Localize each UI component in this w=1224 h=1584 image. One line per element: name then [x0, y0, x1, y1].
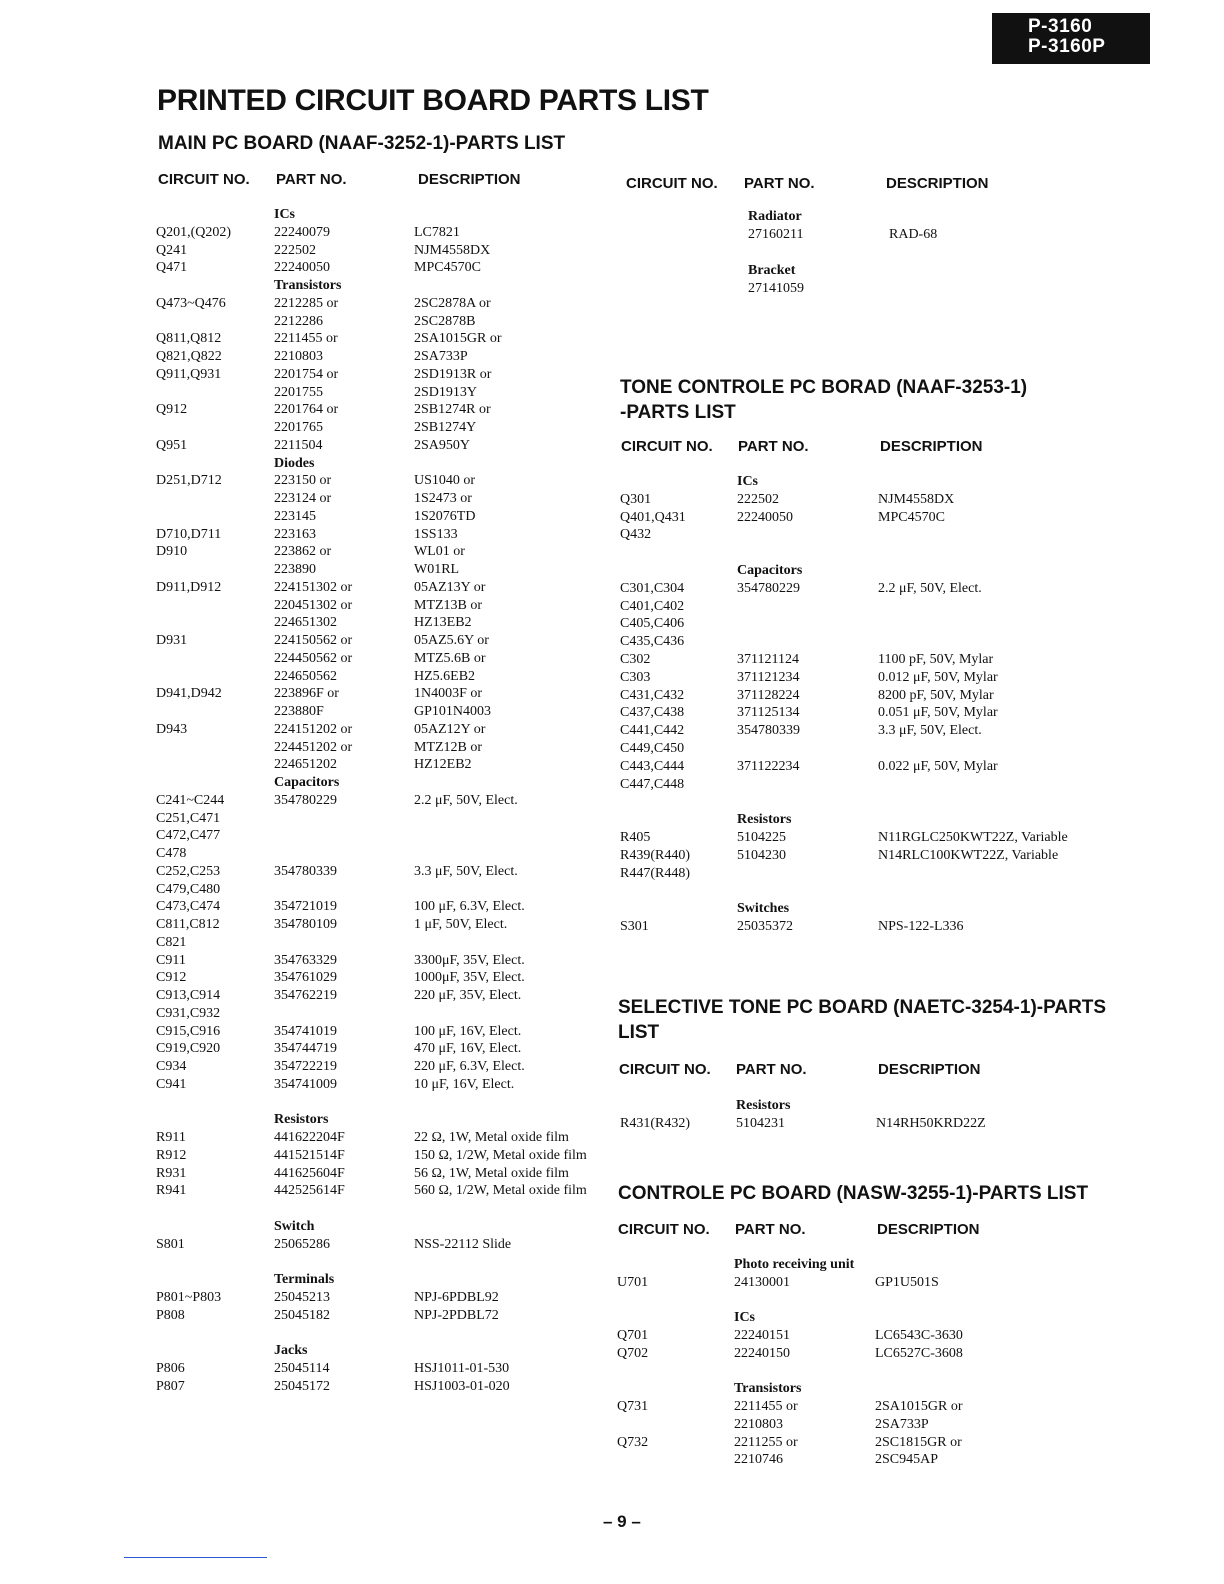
group-heading: Switch	[274, 1218, 315, 1234]
description-cell: 2SD1913R or	[414, 366, 492, 382]
part-no-cell: 224151202 or	[274, 721, 353, 737]
part-no-cell: 2212285 or	[274, 295, 339, 311]
circuit-no-cell: R431(R432)	[620, 1116, 690, 1131]
part-no-cell: 24130001	[734, 1274, 790, 1290]
part-no-cell: 354780229	[274, 792, 337, 808]
footer-rule	[124, 1557, 267, 1558]
group-heading: Terminals	[274, 1272, 335, 1287]
description-cell: 2SA950Y	[414, 437, 471, 453]
circuit-no-cell: Q731	[617, 1399, 649, 1414]
circuit-no-cell: C919,C920	[156, 1041, 221, 1057]
description-cell: 0.022 μF, 50V, Mylar	[878, 758, 998, 774]
description-cell: N14RH50KRD22Z	[876, 1116, 986, 1131]
part-no-cell: 224650562	[274, 668, 337, 684]
description-cell: 470 μF, 16V, Elect.	[414, 1041, 522, 1057]
description-cell: 05AZ12Y or	[414, 721, 486, 737]
part-no-cell: 222502	[274, 242, 316, 258]
description-cell: 56 Ω, 1W, Metal oxide film	[414, 1165, 569, 1181]
part-no-cell: 224450562 or	[274, 650, 353, 666]
description-cell: 0.012 μF, 50V, Mylar	[878, 669, 998, 685]
description-cell: LC6527C-3608	[875, 1345, 963, 1361]
circuit-no-cell: C435,C436	[620, 634, 685, 650]
tone-board-title-line-1: TONE CONTROLE PC BORAD (NAAF-3253-1)	[620, 377, 1028, 398]
part-no-cell: 224651302	[274, 615, 337, 631]
circuit-no-cell: P801~P803	[156, 1289, 222, 1305]
part-no-cell: 223896F or	[274, 686, 339, 702]
description-cell: 10 μF, 16V, Elect.	[414, 1076, 515, 1092]
description-cell: N11RGLC250KWT22Z, Variable	[878, 830, 1068, 845]
part-no-cell: 371125134	[737, 705, 800, 721]
description-cell: 2SC945AP	[875, 1452, 939, 1468]
description-cell: W01RL	[414, 562, 460, 577]
description-cell: 2SB1274Y	[414, 420, 477, 435]
part-no-cell: 2211455 or	[274, 331, 338, 347]
description-cell: 2.2 μF, 50V, Elect.	[414, 792, 518, 808]
part-no-cell: 2211455 or	[734, 1399, 798, 1414]
description-cell: 2SA1015GR or	[875, 1399, 963, 1414]
selective-col-part: PART NO.	[736, 1061, 807, 1078]
circuit-no-cell: R931	[156, 1165, 187, 1181]
circuit-no-cell: C472,C477	[156, 828, 221, 844]
description-cell: 0.051 μF, 50V, Mylar	[878, 705, 998, 721]
group-heading: ICs	[734, 1310, 756, 1326]
description-cell: 100 μF, 6.3V, Elect.	[414, 899, 525, 915]
group-heading: Resistors	[274, 1112, 329, 1128]
circuit-no-cell: C405,C406	[620, 616, 685, 632]
part-no-cell: 354741019	[274, 1023, 337, 1039]
circuit-no-cell: C821	[156, 934, 187, 950]
circuit-no-cell: P808	[156, 1307, 185, 1323]
part-no-cell: 442525614F	[274, 1183, 345, 1199]
part-no-cell: 2210803	[274, 349, 323, 364]
part-no-cell: 2210803	[734, 1416, 783, 1432]
description-cell: 2SC2878A or	[414, 295, 491, 311]
group-heading: Transistors	[274, 278, 342, 293]
part-no-cell: 25045182	[274, 1307, 330, 1323]
description-cell: 2SA733P	[414, 349, 468, 364]
part-no-cell: 22240050	[737, 509, 793, 525]
circuit-no-cell: C401,C402	[620, 598, 685, 614]
model-line-1: P-3160	[1028, 16, 1093, 37]
circuit-no-cell: C443,C444	[620, 758, 685, 774]
description-cell: 220 μF, 6.3V, Elect.	[414, 1059, 525, 1074]
controle-board-title: CONTROLE PC BOARD (NASW-3255-1)-PARTS LIST	[618, 1183, 1089, 1204]
controle-col-desc: DESCRIPTION	[877, 1221, 980, 1238]
description-cell: 3.3 μF, 50V, Elect.	[878, 723, 982, 739]
description-cell: 2SC1815GR or	[875, 1434, 962, 1450]
circuit-no-cell: R439(R440)	[620, 847, 690, 863]
circuit-no-cell: C241~C244	[156, 792, 225, 808]
main-board-title: MAIN PC BOARD (NAAF-3252-1)-PARTS LIST	[158, 133, 566, 154]
description-cell: 2SD1913Y	[414, 384, 478, 400]
selective-col-circuit: CIRCUIT NO.	[619, 1061, 711, 1078]
part-no-cell: 2211504	[274, 437, 323, 453]
part-no-cell: 354744719	[274, 1041, 337, 1057]
circuit-no-cell: S301	[620, 919, 649, 934]
part-no-cell: 223124 or	[274, 491, 332, 506]
circuit-no-cell: Q732	[617, 1434, 649, 1450]
part-no-cell: 2201755	[274, 384, 323, 400]
group-heading: Capacitors	[274, 775, 340, 790]
part-no-cell: 22240150	[734, 1345, 790, 1361]
circuit-no-cell: C252,C253	[156, 863, 221, 879]
main-col-desc: DESCRIPTION	[418, 171, 521, 188]
controle-col-circuit: CIRCUIT NO.	[618, 1221, 710, 1238]
part-no-cell: 354763329	[274, 952, 337, 968]
part-no-cell: 2201764 or	[274, 402, 339, 418]
part-no-cell: 354780339	[737, 723, 800, 739]
circuit-no-cell: C441,C442	[620, 723, 685, 739]
circuit-no-cell: Q702	[617, 1345, 649, 1361]
description-cell: 1S2076TD	[414, 508, 476, 524]
right-col-circuit: CIRCUIT NO.	[626, 175, 718, 192]
part-no-cell: 371121234	[737, 669, 800, 685]
part-no-cell: 25045213	[274, 1289, 330, 1305]
description-cell: 1SS133	[414, 526, 458, 542]
circuit-no-cell: C449,C450	[620, 741, 685, 756]
group-heading: Transistors	[734, 1381, 802, 1397]
description-cell: 2SA1015GR or	[414, 331, 502, 347]
circuit-no-cell: Q301	[620, 491, 652, 507]
circuit-no-cell: S801	[156, 1236, 185, 1252]
description-cell: HZ12EB2	[414, 757, 472, 773]
part-no-cell: 223890	[274, 562, 316, 577]
part-no-cell: 22240050	[274, 260, 330, 276]
circuit-no-cell: Q912	[156, 402, 188, 418]
part-no-cell: 441622204F	[274, 1130, 345, 1145]
circuit-no-cell: C913,C914	[156, 988, 221, 1003]
description-cell: MTZ12B or	[414, 739, 483, 755]
description-cell: 1S2473 or	[414, 491, 472, 506]
description-cell: NPJ-2PDBL72	[414, 1307, 499, 1323]
description-cell: MTZ5.6B or	[414, 650, 486, 666]
circuit-no-cell: C301,C304	[620, 580, 685, 596]
part-no-cell: 2211255 or	[734, 1434, 798, 1450]
circuit-no-cell: C251,C471	[156, 810, 221, 826]
circuit-no-cell: Q821,Q822	[156, 349, 222, 364]
description-cell: MPC4570C	[414, 260, 481, 276]
part-no-cell: 2201765	[274, 420, 323, 435]
part-no-cell: 2212286	[274, 313, 323, 329]
circuit-no-cell: C941	[156, 1076, 187, 1092]
main-col-circuit: CIRCUIT NO.	[158, 171, 250, 188]
description-cell: LC6543C-3630	[875, 1328, 963, 1343]
circuit-no-cell: D931	[156, 633, 188, 648]
main-col-part: PART NO.	[276, 171, 347, 188]
description-cell: RAD-68	[889, 226, 938, 242]
part-no-cell: 354761029	[274, 970, 337, 986]
part-no-cell: 224150562 or	[274, 633, 353, 648]
part-no-cell: 22240079	[274, 224, 330, 240]
circuit-no-cell: P806	[156, 1360, 185, 1376]
part-no-cell: 224151302 or	[274, 579, 353, 595]
circuit-no-cell: D910	[156, 544, 188, 560]
right-col-desc: DESCRIPTION	[886, 175, 989, 192]
circuit-no-cell: C811,C812	[156, 917, 220, 932]
circuit-no-cell: C931,C932	[156, 1005, 221, 1021]
group-heading: ICs	[737, 474, 759, 489]
circuit-no-cell: D943	[156, 721, 188, 737]
circuit-no-cell: Q951	[156, 437, 188, 453]
part-no-cell: 25045172	[274, 1378, 330, 1394]
part-no-cell: 25035372	[737, 919, 793, 934]
circuit-no-cell: Q241	[156, 242, 188, 258]
part-no-cell: 223880F	[274, 704, 324, 719]
description-cell: HZ13EB2	[414, 615, 472, 631]
circuit-no-cell: U701	[617, 1274, 649, 1290]
part-no-cell: 223145	[274, 508, 316, 524]
circuit-no-cell: P807	[156, 1378, 185, 1394]
description-cell: GP1U501S	[875, 1274, 939, 1290]
circuit-no-cell: R405	[620, 830, 651, 845]
group-heading: Capacitors	[737, 563, 803, 578]
controle-col-part: PART NO.	[735, 1221, 806, 1238]
circuit-no-cell: R912	[156, 1147, 187, 1163]
model-badge	[992, 13, 1150, 64]
circuit-no-cell: Q471	[156, 260, 188, 276]
circuit-no-cell: C302	[620, 652, 651, 667]
circuit-no-cell: D251,D712	[156, 473, 222, 489]
part-no-cell: 222502	[737, 491, 779, 507]
description-cell: 3300μF, 35V, Elect.	[414, 952, 525, 968]
description-cell: 3.3 μF, 50V, Elect.	[414, 863, 518, 879]
description-cell: LC7821	[414, 224, 460, 240]
group-heading: Bracket	[748, 262, 796, 278]
description-cell: 1000μF, 35V, Elect.	[414, 970, 525, 986]
description-cell: 100 μF, 16V, Elect.	[414, 1023, 522, 1039]
circuit-no-cell: C934	[156, 1059, 187, 1074]
right-col-part: PART NO.	[744, 175, 815, 192]
part-no-cell: 22240151	[734, 1328, 790, 1343]
circuit-no-cell: Q911,Q931	[156, 366, 222, 382]
part-no-cell: 27160211	[748, 226, 804, 242]
part-no-cell: 223150 or	[274, 473, 332, 489]
part-no-cell: 220451302 or	[274, 597, 353, 613]
description-cell: 150 Ω, 1/2W, Metal oxide film	[414, 1147, 587, 1163]
circuit-no-cell: D941,D942	[156, 686, 222, 702]
circuit-no-cell: R447(R448)	[620, 865, 690, 881]
page-title: PRINTED CIRCUIT BOARD PARTS LIST	[157, 84, 709, 117]
page-number: – 9 –	[603, 1512, 641, 1531]
circuit-no-cell: C911	[156, 952, 186, 968]
circuit-no-cell: D911,D912	[156, 579, 222, 595]
group-heading: Radiator	[748, 209, 802, 224]
part-no-cell: 224451202 or	[274, 739, 353, 755]
circuit-no-cell: D710,D711	[156, 526, 222, 542]
part-no-cell: 354722219	[274, 1059, 337, 1074]
part-no-cell: 354780339	[274, 863, 337, 879]
description-cell: N14RLC100KWT22Z, Variable	[878, 847, 1059, 863]
group-heading: Switches	[737, 901, 790, 917]
tone-col-circuit: CIRCUIT NO.	[621, 438, 713, 455]
part-no-cell: 441625604F	[274, 1165, 345, 1181]
description-cell: 8200 pF, 50V, Mylar	[878, 687, 994, 703]
description-cell: NPJ-6PDBL92	[414, 1289, 499, 1305]
circuit-no-cell: C431,C432	[620, 687, 685, 703]
group-heading: ICs	[274, 207, 296, 222]
description-cell: US1040 or	[414, 473, 476, 489]
description-cell: 2.2 μF, 50V, Elect.	[878, 580, 982, 596]
part-no-cell: 2210746	[734, 1452, 783, 1468]
part-no-cell: 223862 or	[274, 544, 332, 560]
description-cell: NPS-122-L336	[878, 919, 964, 934]
description-cell: MTZ13B or	[414, 597, 483, 613]
selective-col-desc: DESCRIPTION	[878, 1061, 981, 1078]
part-no-cell: 354721019	[274, 899, 337, 915]
circuit-no-cell: C915,C916	[156, 1023, 221, 1039]
circuit-no-cell: C479,C480	[156, 881, 221, 897]
model-line-2: P-3160P	[1028, 36, 1106, 57]
part-no-cell: 371128224	[737, 687, 800, 703]
description-cell: 05AZ5.6Y or	[414, 633, 489, 648]
circuit-no-cell: Q201,(Q202)	[156, 224, 232, 240]
group-heading: Diodes	[274, 455, 315, 471]
description-cell: MPC4570C	[878, 509, 945, 525]
description-cell: HSJ1003-01-020	[414, 1378, 510, 1394]
description-cell: WL01 or	[414, 544, 465, 560]
description-cell: HSJ1011-01-530	[414, 1360, 510, 1376]
circuit-no-cell: R941	[156, 1183, 187, 1199]
circuit-no-cell: Q401,Q431	[620, 509, 686, 525]
part-no-cell: 371122234	[737, 758, 800, 774]
part-no-cell: 25045114	[274, 1360, 330, 1376]
part-no-cell: 224651202	[274, 757, 337, 773]
circuit-no-cell: Q811,Q812	[156, 331, 222, 347]
part-no-cell: 2201754 or	[274, 366, 339, 382]
circuit-no-cell: C303	[620, 669, 651, 685]
description-cell: 1100 pF, 50V, Mylar	[878, 652, 994, 667]
part-no-cell: 354741009	[274, 1076, 337, 1092]
part-no-cell: 441521514F	[274, 1147, 345, 1163]
tone-board-title-line-2: -PARTS LIST	[620, 402, 736, 423]
description-cell: 2SB1274R or	[414, 402, 491, 418]
description-cell: 2SA733P	[875, 1416, 929, 1432]
description-cell: HZ5.6EB2	[414, 668, 476, 684]
description-cell: GP101N4003	[414, 704, 492, 719]
description-cell: 2SC2878B	[414, 313, 476, 329]
circuit-no-cell: R911	[156, 1130, 186, 1145]
part-no-cell: 354780229	[737, 580, 800, 596]
tone-col-part: PART NO.	[738, 438, 809, 455]
circuit-no-cell: C447,C448	[620, 776, 685, 792]
description-cell: 220 μF, 35V, Elect.	[414, 988, 522, 1003]
group-heading: Resistors	[736, 1098, 791, 1113]
part-no-cell: 223163	[274, 526, 316, 542]
part-no-cell: 5104230	[737, 847, 786, 863]
group-heading: Jacks	[274, 1343, 308, 1358]
part-no-cell: 27141059	[748, 280, 804, 296]
description-cell: NJM4558DX	[414, 242, 491, 258]
part-no-cell: 25065286	[274, 1236, 330, 1252]
part-no-cell: 354780109	[274, 917, 337, 932]
description-cell: 1N4003F or	[414, 686, 483, 702]
circuit-no-cell: C437,C438	[620, 705, 685, 721]
group-heading: Photo receiving unit	[734, 1257, 855, 1272]
part-no-cell: 5104225	[737, 830, 786, 845]
description-cell: 05AZ13Y or	[414, 579, 486, 595]
group-heading: Resistors	[737, 812, 792, 828]
description-cell: 1 μF, 50V, Elect.	[414, 917, 508, 932]
part-no-cell: 371121124	[737, 652, 799, 667]
description-cell: 22 Ω, 1W, Metal oxide film	[414, 1130, 569, 1145]
circuit-no-cell: Q432	[620, 527, 652, 543]
selective-board-title-line-2: LIST	[618, 1022, 660, 1043]
part-no-cell: 354762219	[274, 988, 337, 1003]
description-cell: NSS-22112 Slide	[414, 1236, 512, 1252]
description-cell: NJM4558DX	[878, 491, 955, 507]
circuit-no-cell: C478	[156, 846, 187, 861]
circuit-no-cell: Q473~Q476	[156, 295, 226, 311]
circuit-no-cell: Q701	[617, 1328, 649, 1343]
part-no-cell: 5104231	[736, 1116, 785, 1131]
tone-col-desc: DESCRIPTION	[880, 438, 983, 455]
selective-board-title-line-1: SELECTIVE TONE PC BOARD (NAETC-3254-1)-PARTS	[618, 997, 1107, 1018]
circuit-no-cell: C912	[156, 970, 187, 986]
description-cell: 560 Ω, 1/2W, Metal oxide film	[414, 1183, 587, 1199]
circuit-no-cell: C473,C474	[156, 899, 221, 915]
